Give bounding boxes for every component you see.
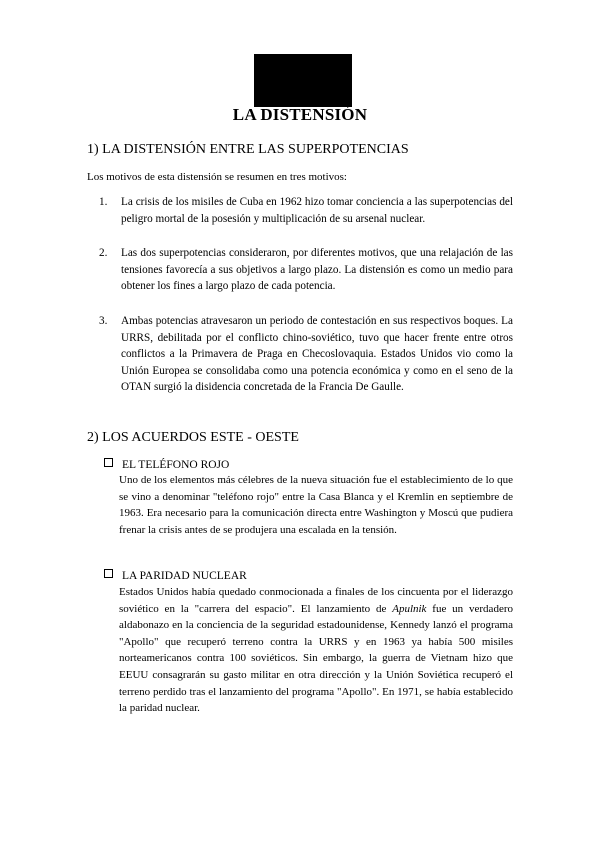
motives-list: [87, 194, 513, 414]
list-item-number: 2.: [99, 247, 108, 260]
redaction-block: [254, 54, 352, 107]
subsection-paridad-nuclear-heading: [104, 569, 247, 584]
list-item-number: 1.: [99, 196, 108, 208]
paragraph-text-part: fue un verdadero aldabonazo en la conciencia de la seguridad estadounidense, Kennedy lanzó el programa "Apollo" que recuperó terreno contra la URRS y en 1963 ya había 500 misiles norteamericanos contra 100 soviéticos. Sin embargo, la guerra de Vietnam hizo que EEUU consagrarán su gasto militar en otra dirección y la Unión Soviética recuperó el terreno perdido tras el lanzamiento del programa "Apollo". En 1971, se había establecido la paridad nuclear.: [119, 602, 513, 715]
section-2-heading: 2) LOS ACUERDOS ESTE - OESTE: [87, 430, 299, 445]
paragraph-text-part: Estados Unidos había quedado conmocionada a finales de los cincuenta por el liderazgo soviético en la "carrera del espacio". El lanzamiento de: [119, 586, 513, 615]
square-bullet-icon: [104, 458, 113, 467]
subsection-telefono-rojo-text: Uno de los elementos más célebres de la nueva situación fue el establecimiento de lo que se vino a denominar "teléfono rojo" entre la Casa Blanca y el Kremlin en septiembre de 1963. Era necesario para la comunicación directa entre Washington y Moscú que pudiera frenar la crisis antes de se produjera una escalada en la tensión.: [119, 474, 513, 536]
list-item: [87, 245, 513, 295]
page-title: LA DISTENSIÓN: [232, 105, 368, 124]
list-item-number: 3.: [99, 314, 108, 327]
square-bullet-icon: [104, 569, 113, 578]
section-1-intro: Los motivos de esta distensión se resumen en tres motivos:: [87, 171, 347, 183]
subsection-title: LA PARIDAD NUCLEAR: [122, 570, 247, 582]
subsection-paridad-nuclear-text: [119, 584, 513, 717]
subsection-telefono-rojo-heading: [104, 458, 229, 473]
subsection-title: EL TELÉFONO ROJO: [122, 459, 230, 471]
section-1-heading: 1) LA DISTENSIÓN ENTRE LAS SUPERPOTENCIAS: [87, 142, 409, 157]
list-item-text: Ambas potencias atravesaron un periodo de contestación en sus respectivos boques. La URRS, debilitada por el conflicto chino-soviético, tuvo que hacer frente entre otros conflictos a la Primavera de Praga en Checoslovaquia. Estados Unidos vio como la Unión Europea se consolidaba como una potencia económica y como en el seno de la OTAN surgió la disidencia concretada de la Francia De Gaulle.: [121, 314, 513, 394]
italic-term: Apulnik: [392, 602, 427, 615]
list-item: [87, 313, 513, 396]
list-item: [87, 194, 513, 227]
list-item-text: La crisis de los misiles de Cuba en 1962 hizo tomar conciencia a las superpotencias del peligro mortal de la posesión y multiplicación de su arsenal nuclear.: [121, 196, 513, 225]
list-item-text: Las dos superpotencias consideraron, por diferentes motivos, que una relajación de las tensiones favorecía a sus objetivos a largo plazo. La distensión es como un medio para obtener los fines a largo plazo de cada potencia.: [121, 247, 513, 293]
